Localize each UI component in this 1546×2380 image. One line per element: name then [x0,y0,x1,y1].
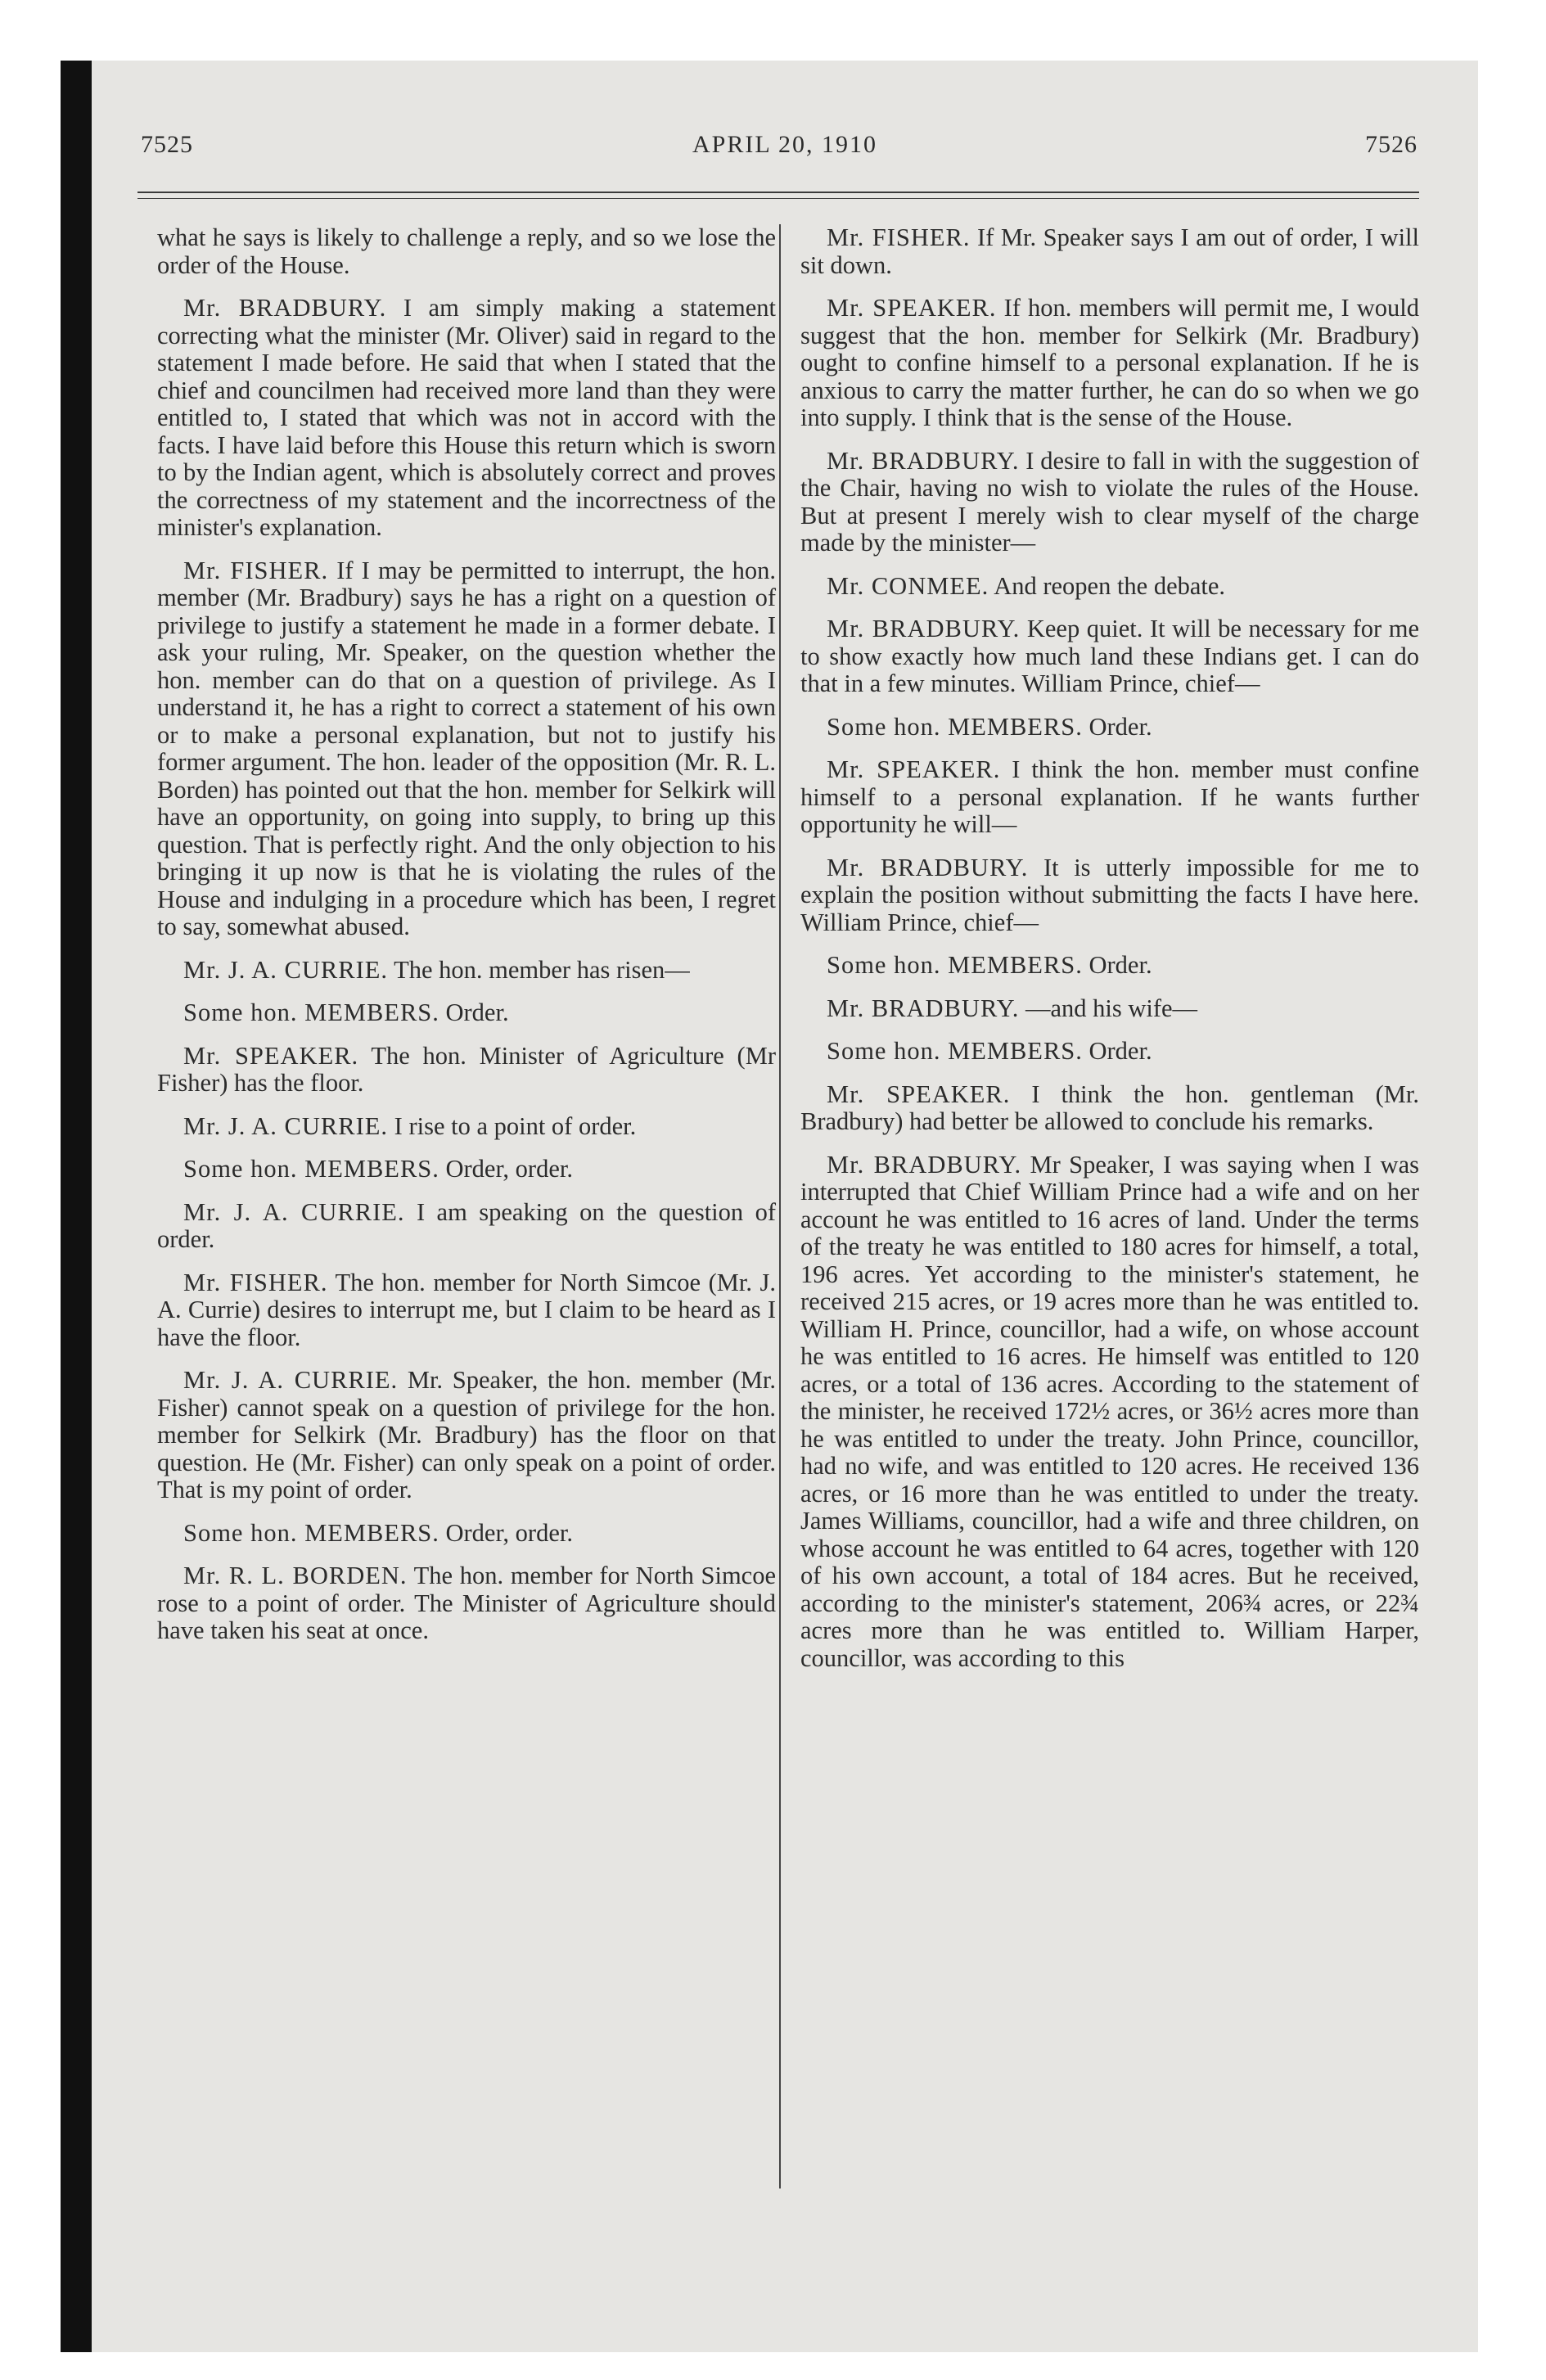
speech-text: Order. [1089,951,1152,979]
left-page-number: 7525 [141,131,193,158]
speech-paragraph [800,295,1419,432]
speaker-name: Some hon. MEMBERS. [183,1155,439,1183]
speech-text: Order. [1089,712,1152,741]
speaker-name: Mr. SPEAKER. [827,755,1001,783]
speech-paragraph [157,295,776,542]
speech-text: The hon. member for North Simcoe (Mr. J. A. Currie) desires to interrupt me, but I claim to be heard as I have the floor. [157,1268,776,1351]
speech-text: It is utterly impossible for me to explain the position without submitting the facts I have here. William Prince, chief— [800,853,1419,936]
speech-text: If I may be permitted to interrupt, the hon. member (Mr. Bradbury) says he has a right on a question of privilege to justify a statement he made in a former debate. I ask your ruling, Mr. Speaker, on the question whether the hon. member can do that on a question of privilege. As I understand it, he has a right to correct a statement of his own or to make a personal explanation, but not to justify his former argument. The hon. leader of the opposition (Mr. R. L. Borden) has pointed out that the hon. member for Selkirk will have an opportunity, on going into supply, to bring up this question. That is perfectly right. And the only objection to his bringing it up now is that he is violating the rules of the House and indulging in a procedure which has been, I regret to say, somewhat abused. [157,556,776,940]
speech-text: If hon. members will permit me, I would suggest that the hon. member for Selkirk (Mr. Bradbury) ought to confine himself to a personal explanation. If he is anxious to carry the matter further, he can do so when we go into supply. I think that is the sense of the House. [800,294,1420,431]
speech-paragraph [800,714,1419,741]
speech-paragraph [800,1081,1419,1136]
speaker-name: Mr. FISHER. [827,223,971,251]
speaker-name: Mr. J. A. CURRIE. [183,1366,399,1394]
speaker-name: Mr. BRADBURY. [827,446,1020,475]
speech-paragraph [800,1038,1419,1066]
speech-text: I think the hon. gentleman (Mr. Bradbury) had better be allowed to conclude his remarks. [800,1080,1419,1135]
hansard-page [92,61,1478,2352]
speech-text: —and his wife— [1025,994,1198,1022]
speaker-name: Some hon. MEMBERS. [827,1037,1083,1065]
speech-text: Order. [1089,1037,1152,1065]
speech-paragraph [157,1156,776,1183]
speech-text: Order, order. [445,1518,573,1547]
speech-paragraph [800,1152,1419,1673]
speech-paragraph [157,999,776,1027]
speech-paragraph [157,1269,776,1352]
speaker-name: Mr. BRADBURY. [827,615,1021,642]
speech-paragraph [157,1043,776,1098]
speaker-name: Some hon. MEMBERS. [183,1518,439,1547]
speaker-name: Mr. J. A. CURRIE. [183,1111,389,1140]
header-rule-thin [137,198,1419,199]
speaker-name: Mr. R. L. BORDEN. [183,1562,408,1589]
speech-paragraph [157,1520,776,1548]
speaker-name: Mr. J. A. CURRIE. [183,1197,405,1226]
header-rule [137,192,1419,193]
speech-paragraph [157,224,776,279]
speaker-name: Mr. J. A. CURRIE. [183,955,389,984]
left-column [157,224,776,1661]
speech-text: And reopen the debate. [994,571,1226,600]
speech-text: I desire to fall in with the suggestion of the Chair, having no wish to violate the rules of the House. But at present I merely wish to clear myself of the charge made by the minister— [800,446,1420,557]
scan-binding-edge [61,61,92,2352]
speech-paragraph [157,1199,776,1254]
speaker-name: Mr. FISHER. [183,1268,328,1296]
speech-paragraph [800,854,1419,937]
speech-paragraph [157,957,776,985]
speech-text: I am speaking on the question of order. [157,1197,777,1253]
speech-text: Mr Speaker, I was saying when I was interrupted that Chief William Prince had a wife and on her account he was entitled to 16 acres of land. Under the terms of the treaty he was entitled to 180 acres for himself, a total, 196 acres. Yet according to the minister's statement, he received 215 acres, or 19 acres more than he was entitled to. William H. Prince, councillor, had a wife, on whose account he was entitled to 16 acres. He himself was entitled to 120 acres, or a total of 136 acres. According to the statement of the minister, he received 172½ acres, or 36½ acres more than he was entitled to under the treaty. John Prince, councillor, had no wife, and was entitled to 120 acres. He received 136 acres, or 16 more than he was entitled to under the treaty. James Williams, councillor, had a wife and three children, on whose account he was entitled to 64 acres, together with 120 of his own account, a total of 184 acres. But he received, according to the minister's statement, 206¾ acres, or 22¾ acres more than he was entitled to. William Harper, councillor, was according to this [800,1150,1419,1672]
speech-paragraph [800,573,1419,601]
speaker-name: Some hon. MEMBERS. [827,951,1083,979]
speech-paragraph [800,995,1419,1023]
speech-paragraph [157,1367,776,1504]
speech-text: I am simply making a statement correcting what the minister (Mr. Oliver) said in regard to the statement I made before. He said that when I stated that the chief and councilmen had received more land than they were entitled to, I stated that which was not in accord with the facts. I have laid before this House this return which is sworn to by the Indian agent, which is absolutely correct and proves the correctness of my statement and the incorrectness of the minister's explanation. [157,294,777,541]
speech-paragraph [157,1113,776,1141]
speech-text: The hon. member has risen— [394,955,690,984]
speech-text: what he says is likely to challenge a reply, and so we lose the order of the House. [157,223,776,279]
speech-paragraph [157,1562,776,1645]
speaker-name: Some hon. MEMBERS. [183,998,439,1026]
speech-text: If Mr. Speaker says I am out of order, I will sit down. [800,223,1420,279]
speech-paragraph [800,952,1419,980]
speech-paragraph [800,224,1419,279]
speech-text: I rise to a point of order. [394,1111,637,1140]
right-page-number: 7526 [1365,131,1418,158]
speech-text: The hon. Minister of Agriculture (Mr Fisher) has the floor. [157,1041,776,1097]
speech-paragraph [800,615,1419,698]
speech-text: Mr. Speaker, the hon. member (Mr. Fisher) cannot speak on a question of privilege for the hon. member for Selkirk (Mr. Bradbury) has the floor on that question. He (Mr. Fisher) can only speak on a point of order. That is my point of order. [157,1366,776,1503]
speaker-name: Mr. BRADBURY. [827,994,1020,1022]
speaker-name: Mr. BRADBURY. [827,853,1029,881]
speech-paragraph [800,448,1419,557]
speaker-name: Mr. CONMEE. [827,571,989,600]
speaker-name: Some hon. MEMBERS. [827,712,1083,741]
speaker-name: Mr. SPEAKER. [827,1080,1011,1108]
speech-text: I think the hon. member must confine himself to a personal explanation. If he wants further opportunity he will— [800,755,1419,838]
speaker-name: Mr. BRADBURY. [827,1150,1022,1179]
speech-text: Order. [445,998,509,1026]
speech-paragraph [800,756,1419,839]
right-column [800,224,1419,1688]
speaker-name: Mr. BRADBURY. [183,294,387,322]
speaker-name: Mr. SPEAKER. [827,294,997,322]
speech-text: Keep quiet. It will be necessary for me to show exactly how much land these Indians get. I can do that in a few minutes. William Prince, chief— [800,615,1420,697]
speaker-name: Mr. SPEAKER. [183,1041,359,1070]
speech-text: The hon. member for North Simcoe rose to a point of order. The Minister of Agriculture should have taken his seat at once. [157,1562,776,1644]
column-divider [779,224,781,2188]
page-date-header: APRIL 20, 1910 [692,131,878,158]
speech-paragraph [157,557,776,941]
speaker-name: Mr. FISHER. [183,556,329,584]
speech-text: Order, order. [445,1155,573,1183]
